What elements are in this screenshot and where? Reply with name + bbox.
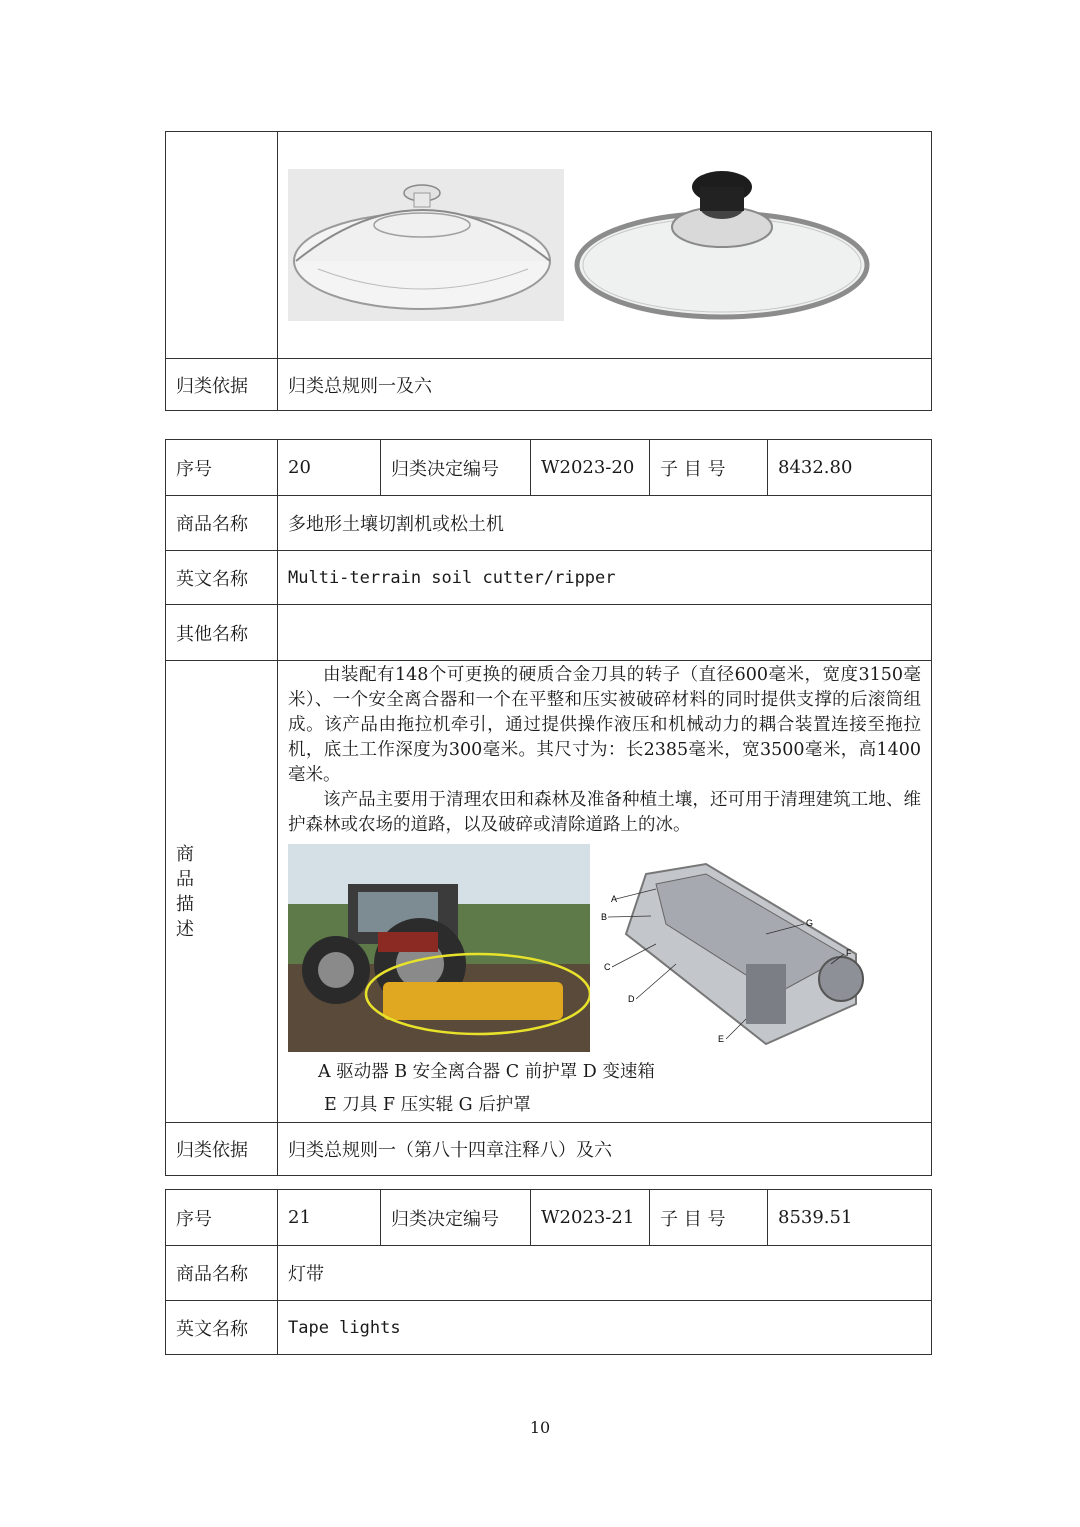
diagram-letter-f: F — [846, 948, 852, 958]
english-name-value: Multi-terrain soil cutter/ripper — [278, 551, 932, 605]
name-label: 商品名称 — [166, 1246, 278, 1301]
description-content — [278, 661, 932, 1123]
subheading-label: 子 目 号 — [650, 1190, 768, 1246]
name-label: 商品名称 — [166, 496, 278, 551]
english-name-label: 英文名称 — [166, 1301, 278, 1355]
decision-label: 归类决定编号 — [381, 440, 531, 496]
classification-table-20 — [165, 439, 932, 1176]
seq-label: 序号 — [166, 440, 278, 496]
seq-label: 序号 — [166, 1190, 278, 1246]
decision-value: W2023-21 — [531, 1190, 650, 1246]
basis-label: 归类依据 — [166, 1123, 278, 1176]
tractor-photo — [288, 844, 590, 1052]
description-paragraph-1: 由装配有148个可更换的硬质合金刀具的转子（直径600毫米，宽度3150毫米）、一个安全离合器和一个在平整和压实被破碎材料的同时提供支撑的后滚筒组成。该产品由拖拉机牵引，通过提供操作液压和机械动力的耦合装置连接至拖拉机，底土工作深度为300毫米。其尺寸为：长2385毫米，宽3500毫米，高1400毫米。 — [288, 665, 921, 785]
other-name-label: 其他名称 — [166, 605, 278, 661]
english-name-label: 英文名称 — [166, 551, 278, 605]
basis-value: 归类总规则一（第八十四章注释八）及六 — [278, 1123, 932, 1176]
ripper-diagram — [596, 844, 866, 1052]
other-name-value — [278, 605, 932, 661]
classification-table-21 — [165, 1189, 932, 1355]
description-label: 商 品 描 述 — [166, 661, 278, 1123]
basis-label: 归类依据 — [166, 359, 278, 411]
product-images-cell — [278, 132, 932, 359]
decision-label: 归类决定编号 — [381, 1190, 531, 1246]
empty-label-cell — [166, 132, 278, 359]
diagram-letter-b: B — [601, 912, 608, 922]
diagram-letter-d: D — [628, 994, 635, 1004]
diagram-letter-c: C — [604, 962, 611, 972]
subheading-value: 8432.80 — [768, 440, 932, 496]
name-value: 灯带 — [278, 1246, 932, 1301]
classification-table-19-continued — [165, 131, 932, 411]
glass-lid-image — [288, 169, 564, 321]
subheading-value: 8539.51 — [768, 1190, 932, 1246]
decision-value: W2023-20 — [531, 440, 650, 496]
diagram-letter-a: A — [611, 894, 618, 904]
seq-value: 21 — [278, 1190, 381, 1246]
diagram-caption-line-1: A 驱动器 B 安全离合器 C 前护罩 D 变速箱 — [318, 1062, 655, 1082]
diagram-letter-g: G — [806, 918, 814, 928]
diagram-caption-line-2: E 刀具 F 压实辊 G 后护罩 — [324, 1095, 531, 1115]
name-value: 多地形土壤切割机或松土机 — [278, 496, 932, 551]
seq-value: 20 — [278, 440, 381, 496]
description-paragraph-2: 该产品主要用于清理农田和森林及准备种植土壤，还可用于清理建筑工地、维护森林或农场的道路，以及破碎或清除道路上的冰。 — [288, 790, 921, 835]
english-name-value: Tape lights — [278, 1301, 932, 1355]
metal-rim-lid-image — [572, 165, 872, 325]
subheading-label: 子 目 号 — [650, 440, 768, 496]
basis-value: 归类总规则一及六 — [278, 359, 932, 411]
page-number: 10 — [529, 1418, 551, 1437]
diagram-letter-e: E — [718, 1034, 725, 1044]
product-images — [288, 844, 921, 1052]
